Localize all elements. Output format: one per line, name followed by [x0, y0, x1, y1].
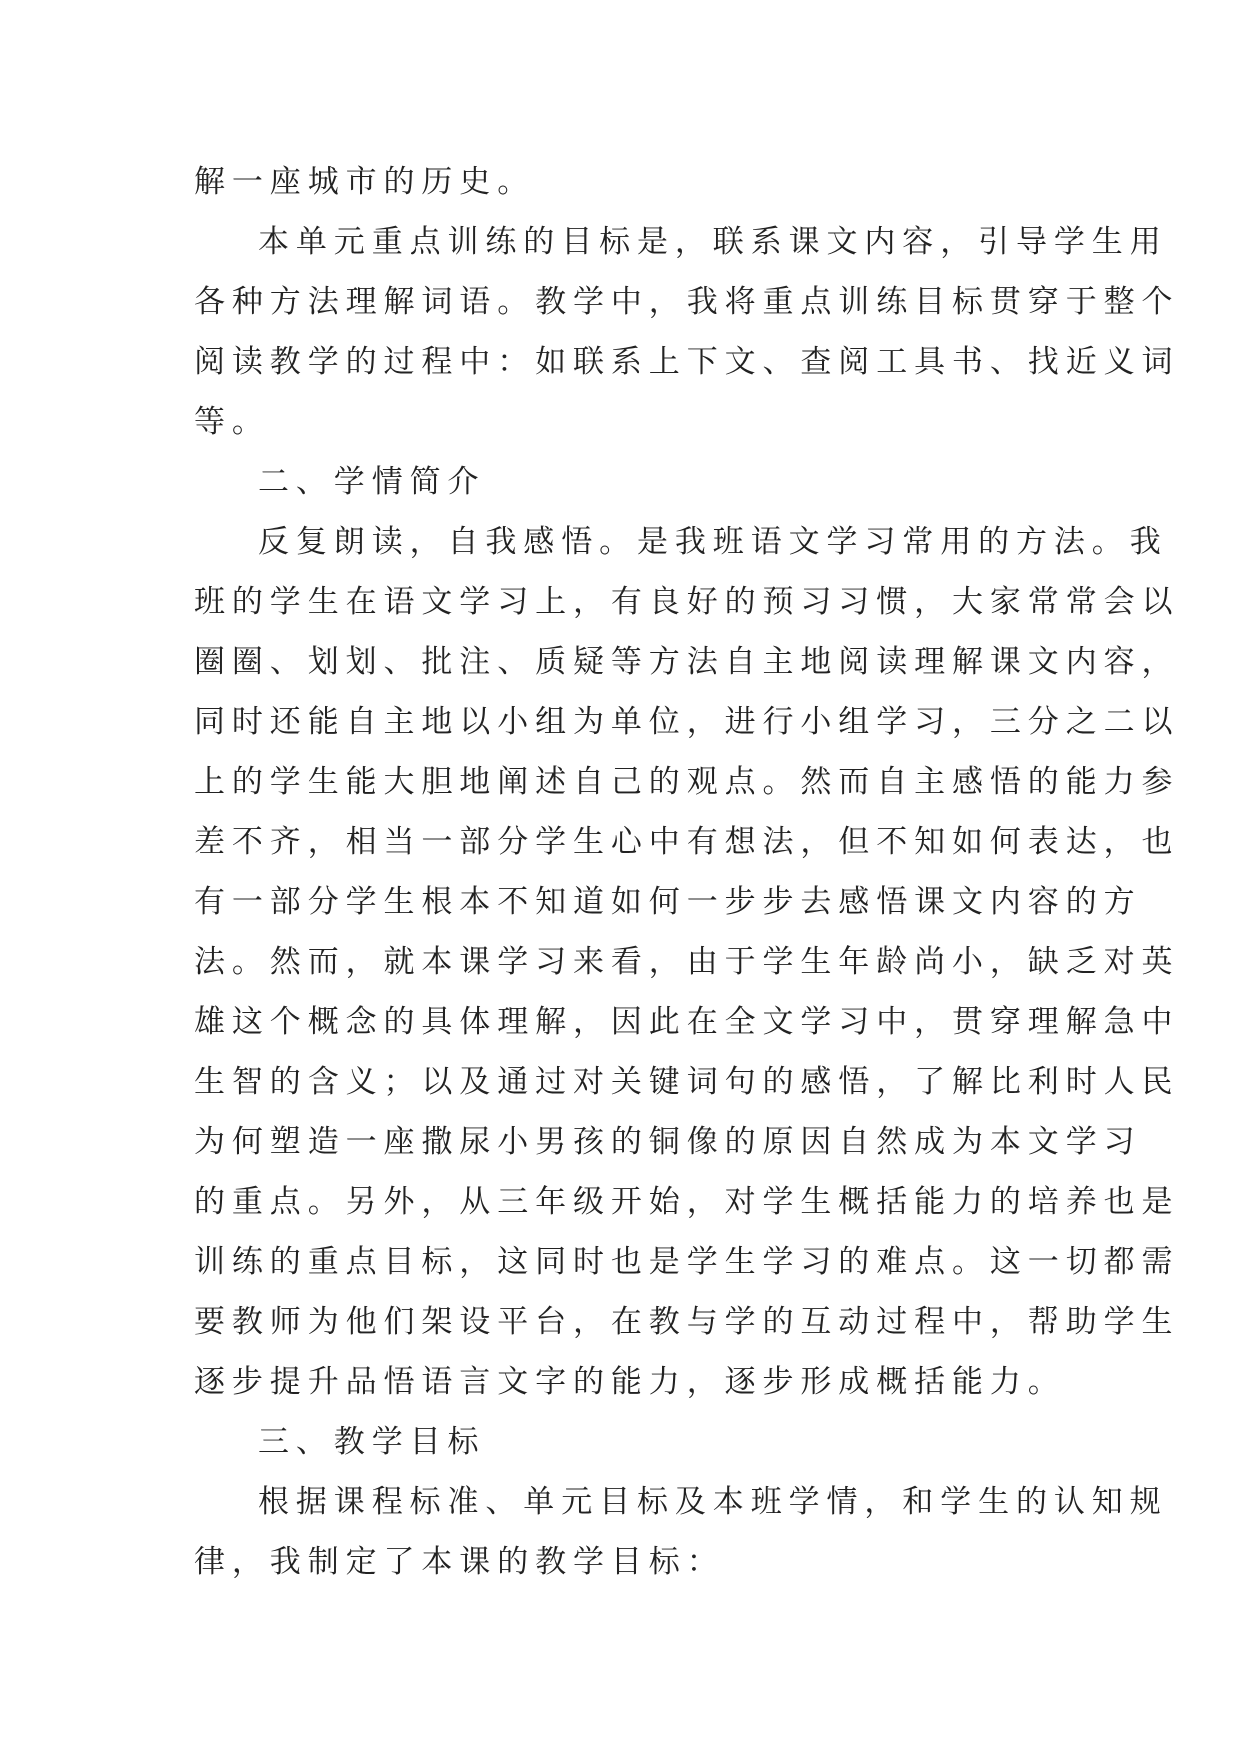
- paragraph-teaching-goals: [194, 1472, 1168, 1592]
- text-line: 反复朗读，自我感悟。是我班语文学习常用的方法。我: [258, 524, 1168, 560]
- text-line: 上的学生能大胆地阐述自己的观点。然而自主感悟的能力参: [194, 764, 1180, 800]
- text-line: 本单元重点训练的目标是，联系课文内容，引导学生用: [258, 224, 1168, 260]
- text-line: 各种方法理解词语。教学中，我将重点训练目标贯穿于整个: [194, 284, 1180, 320]
- text-line: 差不齐，相当一部分学生心中有想法，但不知如何表达，也: [194, 824, 1180, 860]
- text-line: 解一座城市的历史。: [194, 164, 536, 200]
- section-heading: 三、教学目标: [258, 1424, 486, 1460]
- text-line: 要教师为他们架设平台，在教与学的互动过程中，帮助学生: [194, 1304, 1180, 1340]
- section-heading-teaching-goals: [194, 1412, 1056, 1472]
- text-line: 等。: [194, 404, 270, 440]
- text-line: 训练的重点目标，这同时也是学生学习的难点。这一切都需: [194, 1244, 1180, 1280]
- text-line: 为何塑造一座撒尿小男孩的铜像的原因自然成为本文学习: [194, 1124, 1142, 1160]
- text-line: 逐步提升品悟语言文字的能力，逐步形成概括能力。: [194, 1364, 1066, 1400]
- text-line: 法。然而，就本课学习来看，由于学生年龄尚小，缺乏对英: [194, 944, 1180, 980]
- text-line: 根据课程标准、单元目标及本班学情，和学生的认知规: [258, 1484, 1168, 1520]
- text-line: 圈圈、划划、批注、质疑等方法自主地阅读理解课文内容，: [194, 644, 1180, 680]
- paragraph-unit-goal: [194, 212, 1180, 452]
- text-line: 律，我制定了本课的教学目标：: [194, 1544, 725, 1580]
- text-line: 同时还能自主地以小组为单位，进行小组学习，三分之二以: [194, 704, 1180, 740]
- document-body: [194, 152, 1180, 1592]
- section-heading: 二、学情简介: [258, 464, 486, 500]
- section-heading-student-situation: [194, 452, 1056, 512]
- paragraph-student-situation: [194, 512, 1180, 1412]
- text-line: 的重点。另外，从三年级开始，对学生概括能力的培养也是: [194, 1184, 1180, 1220]
- text-line: 生智的含义；以及通过对关键词句的感悟，了解比利时人民: [194, 1064, 1180, 1100]
- continuation-line: [194, 152, 1056, 212]
- text-line: 雄这个概念的具体理解，因此在全文学习中，贯穿理解急中: [194, 1004, 1180, 1040]
- text-line: 班的学生在语文学习上，有良好的预习习惯，大家常常会以: [194, 584, 1180, 620]
- text-line: 有一部分学生根本不知道如何一步步去感悟课文内容的方: [194, 884, 1142, 920]
- text-line: 阅读教学的过程中：如联系上下文、查阅工具书、找近义词: [194, 344, 1180, 380]
